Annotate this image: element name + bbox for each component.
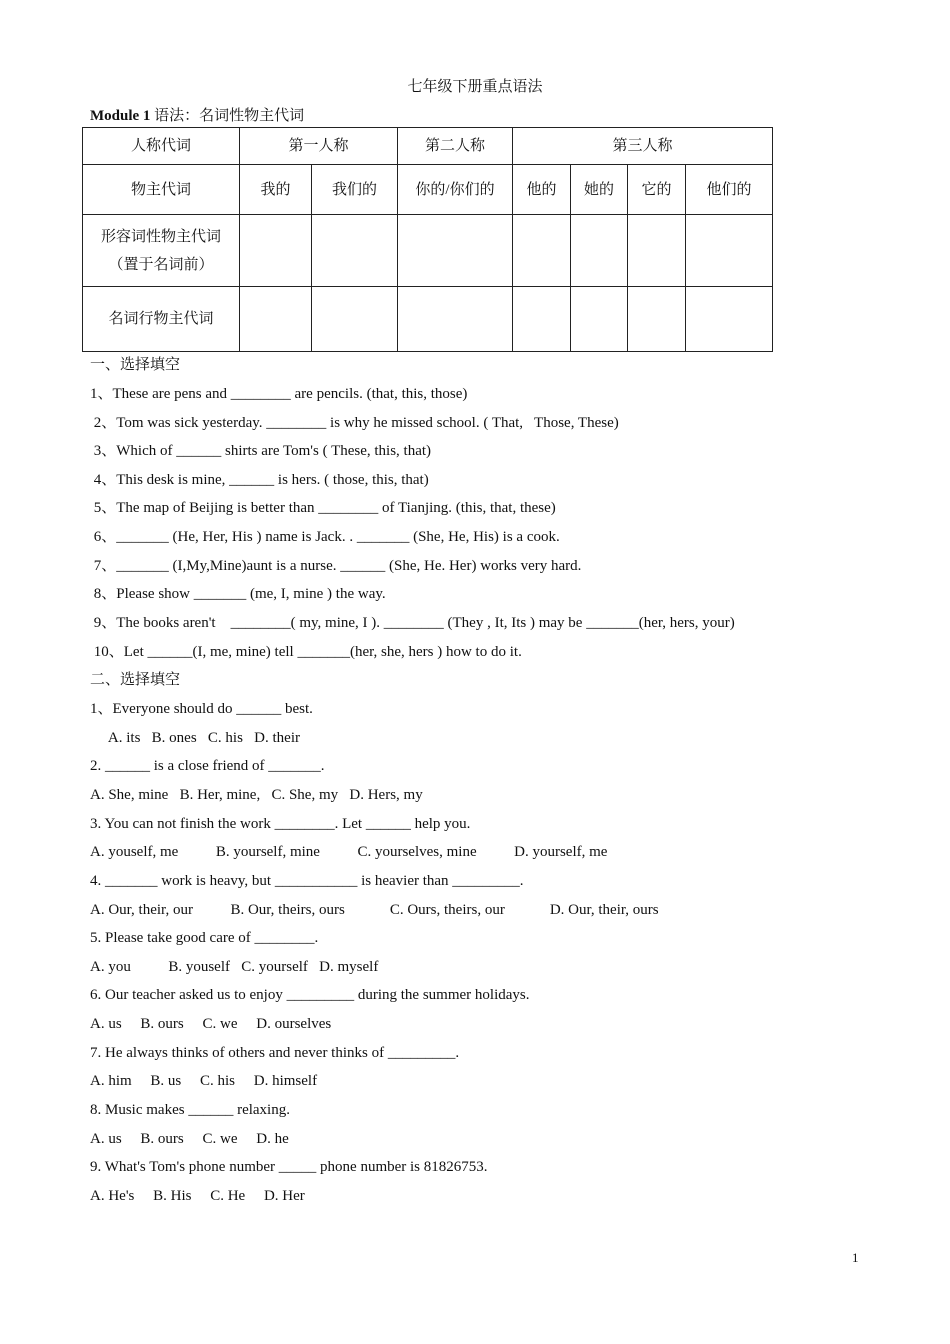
pronoun-table	[82, 127, 773, 352]
exercise2-options: A. He's B. His C. He D. Her	[90, 1188, 305, 1204]
blank-cell[interactable]	[628, 215, 686, 287]
adjective-possessive-line1: 形容词性物主代词	[100, 228, 221, 245]
blank-cell[interactable]	[398, 215, 513, 287]
exercise2-question: 5. Please take good care of ________.	[90, 930, 319, 946]
exercise2-question: 8. Music makes ______ relaxing.	[90, 1102, 290, 1118]
exercise1-item: 10、Let ______(I, me, mine) tell _______(her, she, hers ) how to do it.	[90, 644, 522, 660]
exercise1-item: 2、Tom was sick yesterday. ________ is why he missed school. ( That, Those, These)	[90, 415, 619, 431]
module-topic: 语法：名词性物主代词	[150, 108, 305, 124]
cell-their: 他们的	[686, 165, 773, 215]
blank-cell[interactable]	[571, 287, 628, 352]
blank-cell[interactable]	[686, 215, 773, 287]
document-title: 七年级下册重点语法	[407, 79, 543, 95]
exercise2-question: 3. You can not finish the work ________. Let ______ help you.	[90, 816, 471, 832]
exercise2-question: 9. What's Tom's phone number _____ phone number is 81826753.	[90, 1159, 488, 1175]
cell-our: 我们的	[312, 165, 398, 215]
cell-my: 我的	[240, 165, 312, 215]
blank-cell[interactable]	[312, 287, 398, 352]
exercise2-question: 1、Everyone should do ______ best.	[90, 701, 313, 717]
adjective-possessive-line2: （置于名词前）	[108, 256, 214, 273]
exercise2-question: 4. _______ work is heavy, but ___________ is heavier than _________.	[90, 873, 524, 889]
table-row-person	[83, 128, 773, 165]
table-row-possessive	[83, 165, 773, 215]
exercise2-options: A. you B. youself C. yourself D. myself	[90, 959, 379, 975]
module-label: Module 1	[90, 108, 151, 124]
exercise1-item: 7、_______ (I,My,Mine)aunt is a nurse. ______ (She, He. Her) works very hard.	[90, 558, 582, 574]
blank-cell[interactable]	[571, 215, 628, 287]
cell-first-person: 第一人称	[240, 128, 398, 165]
cell-noun-possessive-label: 名词行物主代词	[83, 287, 240, 352]
exercise2-options: A. Our, their, our B. Our, theirs, ours C. Ours, theirs, our D. Our, their, ours	[90, 902, 659, 918]
blank-cell[interactable]	[240, 215, 312, 287]
exercise1-item: 8、Please show _______ (me, I, mine ) the way.	[90, 586, 386, 602]
exercise1-item: 5、The map of Beijing is better than ________ of Tianjing. (this, that, these)	[90, 500, 556, 516]
blank-cell[interactable]	[240, 287, 312, 352]
cell-her: 她的	[571, 165, 628, 215]
blank-cell[interactable]	[513, 215, 571, 287]
exercise1-item: 3、Which of ______ shirts are Tom's ( These, this, that)	[90, 443, 432, 459]
exercise2-question: 6. Our teacher asked us to enjoy _________ during the summer holidays.	[90, 987, 530, 1003]
exercise2-options: A. us B. ours C. we D. he	[90, 1131, 289, 1147]
exercise2-question: 2. ______ is a close friend of _______.	[90, 758, 325, 774]
exercise2-options: A. its B. ones C. his D. their	[90, 730, 301, 746]
section1-heading: 一、选择填空	[90, 357, 181, 373]
exercise1-item: 9、The books aren't ________( my, mine, I ). ________ (They , It, Its ) may be _______(her, hers, your)	[90, 615, 735, 631]
exercise2-options: A. him B. us C. his D. himself	[90, 1073, 318, 1089]
exercise1-item: 4、This desk is mine, ______ is hers. ( those, this, that)	[90, 472, 429, 488]
cell-possessive-label: 物主代词	[83, 165, 240, 215]
cell-his: 他的	[513, 165, 571, 215]
cell-person-pronoun-label: 人称代词	[83, 128, 240, 165]
exercise2-question: 7. He always thinks of others and never thinks of _________.	[90, 1045, 460, 1061]
blank-cell[interactable]	[628, 287, 686, 352]
page-number: 1	[852, 1250, 859, 1265]
cell-your: 你的/你们的	[398, 165, 513, 215]
section2-heading: 二、选择填空	[90, 672, 181, 688]
exercise2-options: A. us B. ours C. we D. ourselves	[90, 1016, 332, 1032]
cell-adjective-possessive-label	[83, 215, 240, 287]
table-row-noun-possessive	[83, 287, 773, 352]
module-heading	[90, 104, 304, 125]
cell-second-person: 第二人称	[398, 128, 513, 165]
exercise2-options: A. youself, me B. yourself, mine C. yourselves, mine D. yourself, me	[90, 844, 608, 860]
blank-cell[interactable]	[686, 287, 773, 352]
blank-cell[interactable]	[398, 287, 513, 352]
exercise2-options: A. She, mine B. Her, mine, C. She, my D. Hers, my	[90, 787, 423, 803]
blank-cell[interactable]	[312, 215, 398, 287]
table-row-adjective-possessive	[83, 215, 773, 287]
blank-cell[interactable]	[513, 287, 571, 352]
cell-its: 它的	[628, 165, 686, 215]
exercise1-item: 6、_______ (He, Her, His ) name is Jack. . _______ (She, He, His) is a cook.	[90, 529, 560, 545]
exercise1-item: 1、These are pens and ________ are pencils. (that, this, those)	[90, 386, 468, 402]
cell-third-person: 第三人称	[513, 128, 773, 165]
